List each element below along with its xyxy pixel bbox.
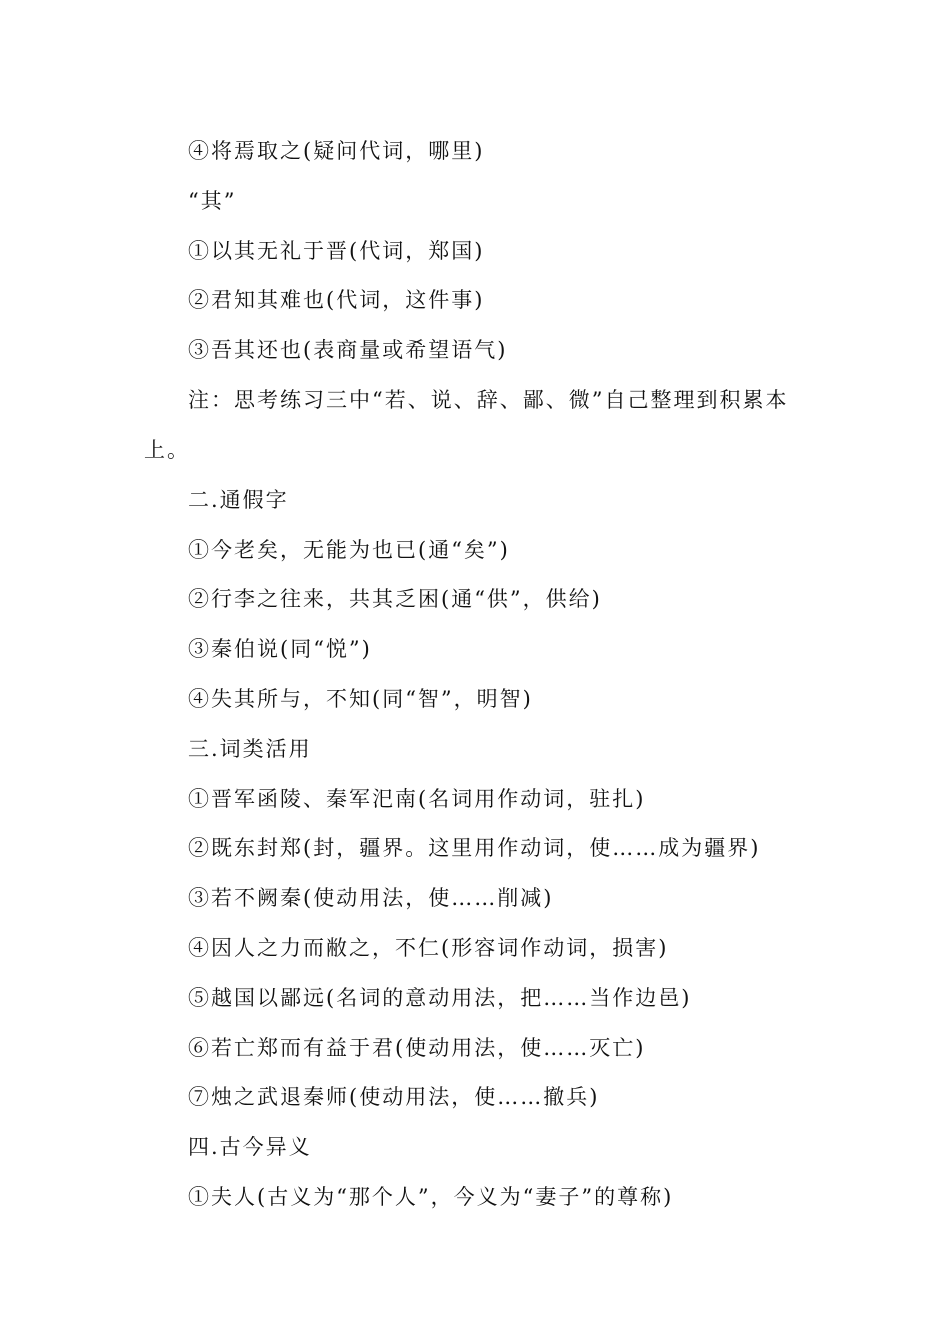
text-line: ③若不阙秦(使动用法，使……削减) [188,886,554,910]
text-line: ②君知其难也(代词，这件事) [188,288,485,312]
text-line: ③吾其还也(表商量或希望语气) [188,338,508,362]
text-line: ②既东封郑(封，疆界。这里用作动词，使……成为疆界) [188,836,761,860]
text-line: ①晋军函陵、秦军汜南(名词用作动词，驻扎) [188,787,646,811]
text-line: ④因人之力而敝之，不仁(形容词作动词，损害) [188,936,669,960]
text-line: ④失其所与，不知(同“智”，明智) [188,687,533,711]
text-line: ①今老矣，无能为也已(通“矣”) [188,538,510,562]
note-line: 注：思考练习三中“若、说、辞、鄙、微”自己整理到积累本 [188,388,789,412]
text-line: ⑥若亡郑而有益于君(使动用法，使……灭亡) [188,1036,646,1060]
note-continuation: 上。 [144,438,190,462]
section-heading-gujinyiyi: 四.古今异义 [188,1135,312,1159]
text-line: ④将焉取之(疑问代词，哪里) [188,139,485,163]
text-line: ②行李之往来，共其乏困(通“供”，供给) [188,587,602,611]
section-heading-cileihuoyong: 三.词类活用 [188,737,312,761]
section-heading-qi: “其” [188,189,237,213]
text-line: ①以其无礼于晋(代词，郑国) [188,239,485,263]
text-line: ①夫人(古义为“那个人”，今义为“妻子”的尊称) [188,1185,674,1209]
section-heading-tongjiazi: 二.通假字 [188,488,289,512]
text-line: ③秦伯说(同“悦”) [188,637,372,661]
text-line: ⑦烛之武退秦师(使动用法，使……撤兵) [188,1085,600,1109]
text-line: ⑤越国以鄙远(名词的意动用法，把……当作边邑) [188,986,692,1010]
